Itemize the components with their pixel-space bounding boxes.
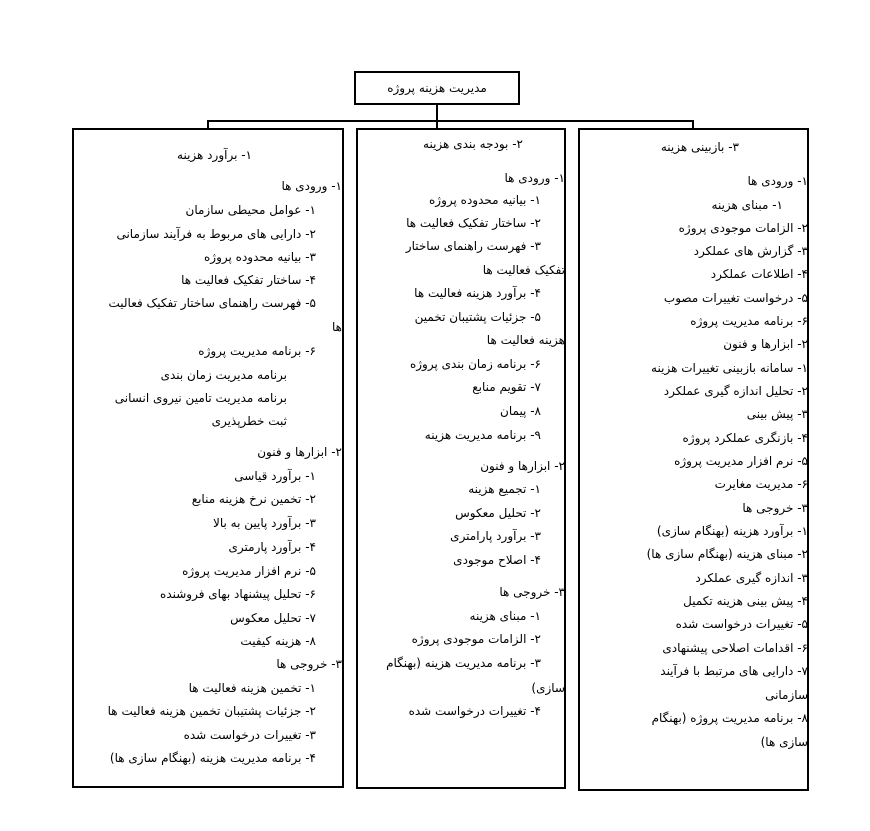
root-title: مدیریت هزینه پروژه — [387, 81, 487, 95]
list-item: ۱- مبنای هزینه — [711, 198, 783, 212]
cost-budgeting-inputs-title: ۱- ورودی ها — [504, 171, 565, 185]
list-item: ۲- ساختار تفکیک فعالیت ها — [406, 216, 541, 230]
list-item: برنامه مدیریت زمان بندی — [160, 368, 287, 382]
cost-budgeting-heading: ۲- بودجه بندی هزینه — [423, 137, 523, 151]
cost-control-heading: ۳- بازبینی هزینه — [660, 140, 739, 154]
list-item: هزینه فعالیت ها — [486, 333, 565, 347]
list-item: ۷- تحلیل معکوس — [230, 611, 316, 625]
list-item: ۲- مبنای هزینه (بهنگام سازی ها) — [646, 547, 808, 561]
list-item: ها — [332, 320, 342, 334]
list-item: ۳- برآورد پارامتری — [450, 529, 541, 543]
list-item: ۲- جزئیات پشتیبان تخمین هزینه فعالیت ها — [107, 704, 316, 718]
list-item: ۶- اقدامات اصلاحی پیشنهادی — [662, 641, 808, 655]
list-item: ۲- تخمین نرخ هزینه منابع — [191, 492, 316, 506]
list-item: ۷- تقویم منابع — [472, 380, 541, 394]
list-item: ۴- پیش بینی هزینه تکمیل — [683, 594, 808, 608]
list-item: ۲- تحلیل معکوس — [455, 506, 541, 520]
list-item: ۴- بازنگری عملکرد پروژه — [682, 431, 808, 445]
list-item: سازی) — [531, 681, 565, 695]
list-item: ۸- هزینه کیفیت — [240, 634, 316, 648]
cost-control-inputs-title: ۱- ورودی ها — [747, 174, 808, 188]
cost-control-outputs-title: ۳- خروجی ها — [742, 501, 808, 515]
list-item: ۵- نرم افزار مدیریت پروژه — [182, 564, 316, 578]
connector-horizontal — [207, 120, 693, 122]
list-item: ۲- دارایی های مربوط به فرآیند سازمانی — [116, 227, 316, 241]
list-item: برنامه مدیریت تامین نیروی انسانی — [114, 391, 287, 405]
list-item: ۱- مبنای هزینه — [469, 609, 541, 623]
list-item: ۱- سامانه بازبینی تغییرات هزینه — [651, 361, 808, 375]
list-item: ۴- برآورد هزینه فعالیت ها — [414, 286, 541, 300]
list-item: ۳- برآورد پایین به بالا — [213, 516, 316, 530]
list-item: ۴- اصلاح موجودی — [453, 553, 541, 567]
list-item: ۳- بیانیه محدوده پروژه — [204, 250, 316, 264]
list-item: سازمانی — [765, 688, 808, 702]
list-item: ۵- جزئیات پشتیبان تخمین — [414, 310, 541, 324]
list-item: ۴- اطلاعات عملکرد — [710, 267, 808, 281]
list-item: ۵- نرم افزار مدیریت پروژه — [674, 454, 808, 468]
list-item: ۳- تغییرات درخواست شده — [183, 728, 316, 742]
list-item: ۵- درخواست تغییرات مصوب — [663, 291, 808, 305]
list-item: ۴- ساختار تفکیک فعالیت ها — [181, 273, 316, 287]
list-item: ۷- دارایی های مرتبط با فرآیند — [660, 664, 808, 678]
cost-estimating-tools-title: ۲- ابزارها و فنون — [257, 445, 342, 459]
list-item: سازی ها) — [760, 735, 808, 749]
list-item: ثبت خطرپذیری — [211, 414, 287, 428]
list-item: ۱- بیانیه محدوده پروژه — [429, 193, 541, 207]
cost-budgeting-tools-title: ۲- ابزارها و فنون — [480, 459, 565, 473]
list-item: ۶- برنامه مدیریت پروژه — [198, 344, 316, 358]
list-item: ۲- تحلیل اندازه گیری عملکرد — [663, 384, 808, 398]
list-item: ۱- تخمین هزینه فعالیت ها — [188, 681, 316, 695]
cost-estimating-outputs-title: ۳- خروجی ها — [276, 657, 342, 671]
list-item: تفکیک فعالیت ها — [482, 263, 565, 277]
cost-estimating-heading: ۱- برآورد هزینه — [177, 148, 252, 162]
list-item: ۶- تحلیل پیشنهاد بهای فروشنده — [160, 587, 316, 601]
cost-budgeting-outputs-title: ۳- خروجی ها — [499, 585, 565, 599]
list-item: ۳- پیش بینی — [746, 407, 808, 421]
list-item: ۳- اندازه گیری عملکرد — [695, 571, 808, 585]
cost-estimating-inputs-title: ۱- ورودی ها — [281, 179, 342, 193]
list-item: ۳- گزارش های عملکرد — [693, 244, 808, 258]
list-item: ۴- برآورد پارمتری — [228, 540, 316, 554]
list-item: ۸- پیمان — [500, 404, 541, 418]
list-item: ۸- برنامه مدیریت پروژه (بهنگام — [651, 711, 808, 725]
list-item: ۲- الزامات موجودی پروژه — [411, 632, 541, 646]
list-item: ۱- عوامل محیطی سازمان — [185, 203, 316, 217]
list-item: ۶- برنامه مدیریت پروژه — [690, 314, 808, 328]
list-item: ۱- تجمیع هزینه — [468, 482, 541, 496]
list-item: ۱- برآورد قیاسی — [234, 469, 316, 483]
list-item: ۲- الزامات موجودی پروژه — [678, 221, 808, 235]
list-item: ۵- تغییرات درخواست شده — [675, 617, 808, 631]
list-item: ۵- فهرست راهنمای ساختار تفکیک فعالیت — [108, 296, 316, 310]
list-item: ۳- فهرست راهنمای ساختار — [405, 239, 541, 253]
list-item: ۳- برنامه مدیریت هزینه (بهنگام — [386, 656, 541, 670]
root-node — [354, 71, 520, 105]
list-item: ۶- برنامه زمان بندی پروژه — [409, 357, 541, 371]
list-item: ۴- تغییرات درخواست شده — [408, 704, 541, 718]
list-item: ۱- برآورد هزینه (بهنگام سازی) — [656, 524, 808, 538]
list-item: ۹- برنامه مدیریت هزینه — [424, 428, 541, 442]
list-item: ۴- برنامه مدیریت هزینه (بهنگام سازی ها) — [109, 751, 316, 765]
cost-control-tools-title: ۲- ابزارها و فنون — [723, 337, 808, 351]
list-item: ۶- مدیریت مغایرت — [714, 477, 808, 491]
